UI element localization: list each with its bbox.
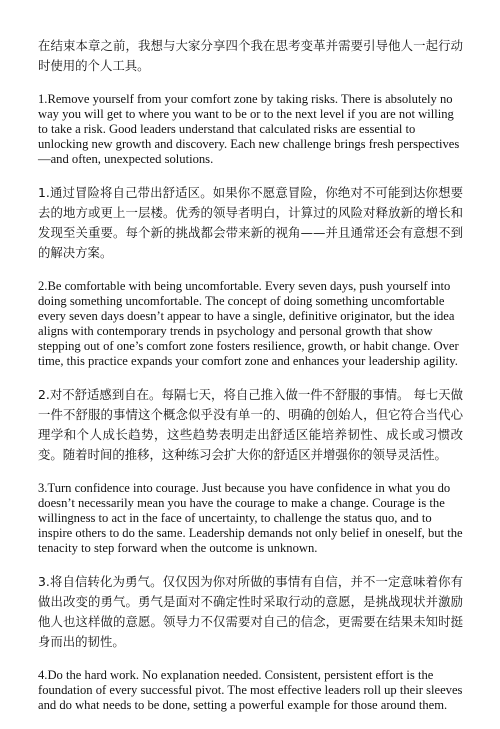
tool-4-paragraph-en: 4.Do the hard work. No explanation needed. Consistent, persistent effort is the foundation of every successful pivot. The most effective leaders roll up their sleeves and do what needs to be done, setting a powerful example for those around them. (38, 668, 463, 712)
tool-1-paragraph-zh: 1.通过冒险将自己带出舒适区。如果你不愿意冒险，你绝对不可能到达你想要去的地方或更上一层楼。优秀的领导者明白，计算过的风险对释放新的增长和发现至关重要。每个新的挑战都会带来新的视角——并且通常还会有意想不到的解决方案。 (38, 185, 463, 260)
tool-2-paragraph-en: 2.Be comfortable with being uncomfortable. Every seven days, push yourself into doing something uncomfortable. The concept of doing something uncomfortable every seven days doesn’t appear to have a single, definitive originator, but the idea aligns with contemporary trends in psychology and personal growth that show stepping out of one’s comfort zone fosters resilience, growth, or habit change. Over time, this practice expands your comfort zone and enhances your leadership agility. (38, 279, 459, 368)
intro-paragraph-zh: 在结束本章之前，我想与大家分享四个我在思考变革并需要引导他人一起行动时使用的个人工具。 (38, 38, 463, 73)
tool-3-paragraph-en: 3.Turn confidence into courage. Just because you have confidence in what you do doesn’t necessarily mean you have the courage to make a change. Courage is the willingness to act in the face of uncertainty, to challenge the status quo, and to inspire others to do the same. Leadership demands not only belief in oneself, but the tenacity to step forward when the outcome is unknown. (38, 481, 463, 555)
tool-1-paragraph-en: 1.Remove yourself from your comfort zone by taking risks. There is absolutely no way you will get to where you want to be or to the next level if you are not willing to take a risk. Good leaders understand that calculated risks are essential to unlocking new growth and discovery. Each new challenge brings fresh perspectives—and often, unexpected solutions. (38, 92, 460, 166)
document-page (38, 36, 463, 729)
tool-3-paragraph-zh: 3.将自信转化为勇气。仅仅因为你对所做的事情有自信，并不一定意味着你有做出改变的勇气。勇气是面对不确定性时采取行动的意愿，是挑战现状并激励他人也这样做的意愿。领导力不仅需要对自己的信念，更需要在结果未知时挺身而出的韧性。 (38, 574, 463, 649)
tool-2-paragraph-zh: 2.对不舒适感到自在。每隔七天，将自己推入做一件不舒服的事情。 每七天做一件不舒服的事情这个概念似乎没有单一的、明确的创始人，但它符合当代心理学和个人成长趋势，这些趋势表明走出舒适区能培养韧性、成长或习惯改变。随着时间的推移，这种练习会扩大你的舒适区并增强你的领导灵活性。 (38, 387, 463, 462)
